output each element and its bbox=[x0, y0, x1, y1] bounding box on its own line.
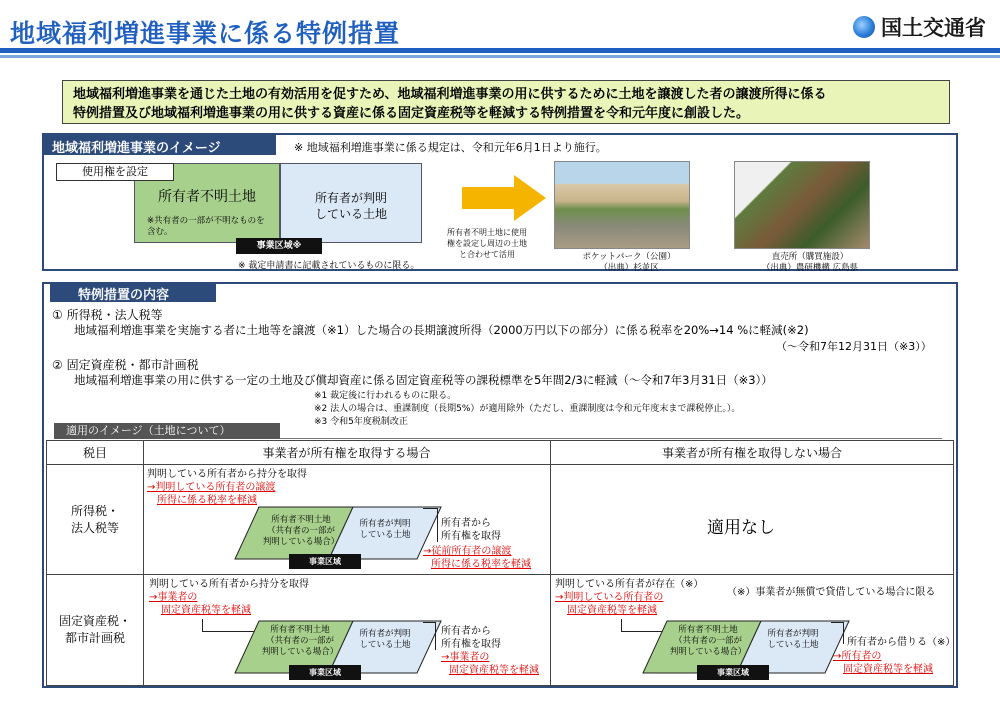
r2c2-diag-unknown bbox=[665, 625, 751, 658]
r2c2-right-1: 所有者から借りる（※） bbox=[847, 637, 956, 648]
diag-unknown-2: （共有者の一部が bbox=[265, 636, 334, 646]
r2c1-right-2: 所有権を取得 bbox=[441, 639, 501, 650]
r2c2-red-1: →判明している所有者の bbox=[555, 592, 664, 603]
known-land-label-1: 所有者が判明 bbox=[314, 191, 387, 205]
ministry-name: 国土交通省 bbox=[881, 16, 986, 40]
arrow-description: 所有者不明土地に使用権を設定し周辺の土地と合わせて活用 bbox=[447, 228, 527, 259]
ministry-logo-icon bbox=[853, 16, 875, 38]
row2-label-1: 固定資産税・ bbox=[58, 614, 131, 628]
header-divider-light bbox=[0, 55, 1000, 58]
header-no-ownership: 事業者が所有権を取得しない場合 bbox=[550, 441, 954, 465]
diag-known-2: している土地 bbox=[767, 640, 819, 650]
r2c2-note: （※）事業者が無償で貸借している場合に限る bbox=[727, 587, 936, 598]
header-tax-item: 税目 bbox=[47, 441, 143, 465]
item1-title: ① 所得税・法人税等 bbox=[52, 308, 163, 322]
r1c1-business-area: 事業区域 bbox=[289, 554, 361, 569]
note-3: ※3 令和5年度税制改正 bbox=[314, 417, 408, 427]
r2c2-business-area: 事業区域 bbox=[697, 665, 769, 680]
col-divider-1 bbox=[143, 441, 144, 687]
use-right-label: 使用権を設定 bbox=[56, 163, 174, 181]
item2-title: ② 固定資産税・都市計画税 bbox=[52, 358, 199, 372]
leader-line bbox=[843, 622, 844, 644]
r1c1-red-3: →従前所有者の譲渡 bbox=[423, 546, 512, 557]
diag-unknown-2: （共有者の一部が bbox=[673, 636, 742, 646]
leader-line bbox=[202, 619, 203, 631]
intro-line-2: 特例措置及び地域福利増進事業の用に供する資産に係る固定資産税等を軽減する特例措置を令和元年度に創設した。 bbox=[73, 106, 750, 121]
r1c1-red-4: 所得に係る税率を軽減 bbox=[431, 559, 531, 570]
r2c2-diag-known bbox=[755, 629, 831, 651]
r1c1-diag-unknown bbox=[259, 515, 343, 548]
col-divider-2 bbox=[550, 441, 551, 687]
leader-line bbox=[435, 622, 436, 650]
measures-tab: 特例措置の内容 bbox=[50, 282, 216, 302]
row1-label-1: 所得税・ bbox=[70, 504, 119, 518]
diag-known-2: している土地 bbox=[359, 640, 411, 650]
unknown-land-note: ※共有者の一部が不明なものを含む。 bbox=[147, 216, 265, 237]
header-acquires-ownership: 事業者が所有権を取得する場合 bbox=[143, 441, 550, 465]
row1-label-2: 法人税等 bbox=[70, 521, 119, 535]
image-section-tab: 地域福利増進事業のイメージ bbox=[44, 135, 276, 155]
r2c1-top: 判明している所有者から持分を取得 bbox=[149, 579, 309, 590]
r2c2-top: 判明している所有者が存在（※） bbox=[555, 579, 704, 590]
unknown-land-label: 所有者不明土地 bbox=[158, 189, 256, 205]
direct-sales-photo bbox=[734, 161, 870, 249]
right-arrow-icon bbox=[462, 175, 546, 221]
r2c1-business-area: 事業区域 bbox=[289, 665, 361, 680]
diag-unknown-3: 判明している場合） bbox=[261, 647, 339, 657]
note-2: ※2 法人の場合は、重課制度（長期5%）が適用除外（ただし、重課制度は令和元年度末まで課税停止。）。 bbox=[314, 404, 741, 414]
ministry-logo bbox=[853, 12, 986, 42]
leader-line bbox=[621, 619, 622, 631]
r2c1-diag-unknown bbox=[257, 625, 343, 658]
leader-line bbox=[423, 622, 435, 623]
diag-known-1: 所有者が判明 bbox=[359, 629, 411, 639]
r2c1-red-4: 固定資産税等を軽減 bbox=[449, 665, 539, 676]
page-title: 地域福利増進事業に係る特例措置 bbox=[10, 19, 401, 48]
r2c1-red-1: →事業者の bbox=[149, 592, 198, 603]
item1-text: 地域福利増進事業を実施する者に土地等を譲渡（※1）した場合の長期譲渡所得（2000万円以下の部分）に係る税率を20%→14 %に軽減(※2) bbox=[74, 323, 809, 337]
business-area-tag: 事業区域※ bbox=[236, 238, 322, 254]
diag-unknown-2: （共有者の一部が bbox=[266, 526, 335, 536]
row1-label bbox=[47, 503, 143, 537]
apply-divider bbox=[280, 438, 942, 439]
item2-text: 地域福利増進事業の用に供する一定の土地及び償却資産に係る固定資産税等の課税標準を5年間2/3に軽減（～令和7年3月31日（※3）） bbox=[74, 373, 773, 387]
item1-period: （～令和7年12月31日（※3）） bbox=[776, 340, 932, 353]
row2-label-2: 都市計画税 bbox=[64, 631, 125, 645]
r1c1-red-2: 所得に係る税率を軽減 bbox=[157, 495, 257, 506]
leader-line bbox=[831, 622, 843, 623]
not-applicable-text: 適用なし bbox=[707, 518, 775, 538]
pocket-park-caption-1: ポケットパーク（公園） bbox=[582, 252, 676, 262]
r2c1-red-3: →事業者の bbox=[441, 652, 490, 663]
direct-sales-caption-1: 直売所（購買施設） bbox=[771, 252, 849, 262]
direct-sales-caption bbox=[740, 252, 880, 274]
direct-sales-caption-2: （出典）農研機構 広島県 bbox=[761, 263, 859, 273]
r1c1-top: 判明している所有者から持分を取得 bbox=[147, 469, 307, 480]
diag-unknown-3: 判明している場合） bbox=[669, 647, 747, 657]
r2c1-right-1: 所有者から bbox=[441, 626, 491, 637]
diag-unknown-1: 所有者不明土地 bbox=[270, 625, 330, 635]
diag-unknown-1: 所有者不明土地 bbox=[271, 515, 331, 525]
leader-line bbox=[437, 508, 438, 542]
pocket-park-caption bbox=[564, 252, 694, 274]
r2c1-diag-known bbox=[347, 629, 423, 651]
row2-label bbox=[47, 613, 143, 647]
r1c1-diag-known bbox=[347, 519, 423, 541]
note-1: ※1 裁定後に行われるものに限る。 bbox=[314, 391, 457, 401]
diag-known-1: 所有者が判明 bbox=[767, 629, 819, 639]
r1c1-right-1: 所有者から bbox=[441, 518, 491, 529]
known-land-label-2: している土地 bbox=[314, 207, 387, 221]
r1c1-right-2: 所有権を取得 bbox=[441, 531, 501, 542]
known-owner-land bbox=[280, 163, 422, 243]
r2c1-red-2: 固定資産税等を軽減 bbox=[161, 605, 251, 616]
r2c2-red-2: 固定資産税等を軽減 bbox=[567, 605, 657, 616]
header-divider bbox=[0, 48, 1000, 53]
r2c2-red-3: →所有者の bbox=[833, 651, 882, 662]
leader-line bbox=[423, 508, 437, 509]
application-table bbox=[46, 440, 954, 686]
diag-unknown-1: 所有者不明土地 bbox=[678, 625, 738, 635]
application-footnote: ※ 裁定申請書に記載されているものに限る。 bbox=[238, 261, 420, 271]
image-section bbox=[42, 133, 958, 271]
row-divider bbox=[47, 574, 953, 575]
diag-known-1: 所有者が判明 bbox=[359, 519, 411, 529]
apply-image-tab: 適用のイメージ（土地について） bbox=[54, 423, 280, 439]
r2c2-red-4: 固定資産税等を軽減 bbox=[843, 664, 933, 675]
enforcement-note: ※ 地域福利増進事業に係る規定は、令和元年6月1日より施行。 bbox=[294, 141, 607, 154]
diag-known-2: している土地 bbox=[359, 530, 411, 540]
pocket-park-photo bbox=[554, 161, 690, 249]
header bbox=[0, 0, 1000, 62]
r1c1-red-1: →判明している所有者の譲渡 bbox=[147, 482, 276, 493]
intro-line-1: 地域福利増進事業を通じた土地の有効活用を促すため、地域福利増進事業の用に供するために土地を譲渡した者の譲渡所得に係る bbox=[73, 87, 827, 102]
diag-unknown-3: 判明している場合） bbox=[262, 537, 340, 547]
pocket-park-caption-2: （出典）杉並区 bbox=[599, 263, 659, 273]
intro-box bbox=[62, 80, 950, 124]
